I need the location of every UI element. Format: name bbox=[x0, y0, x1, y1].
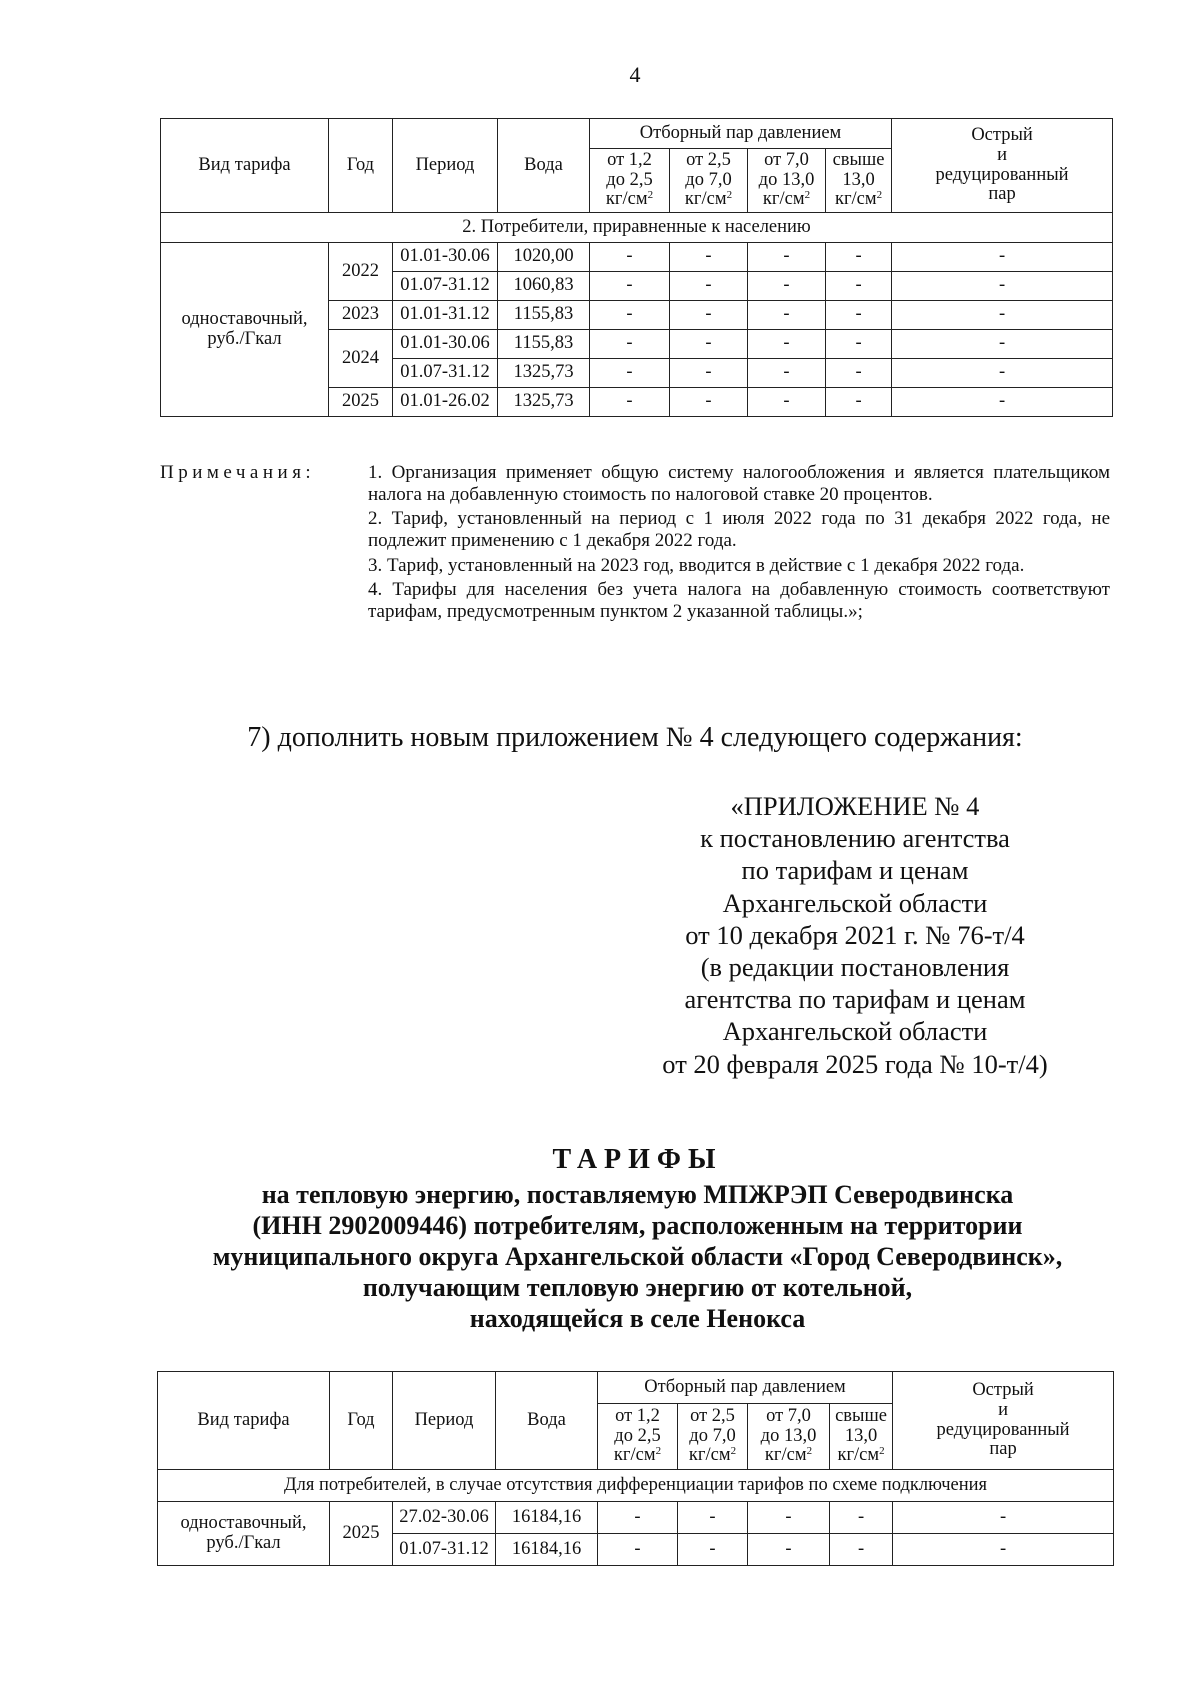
year-cell: 2025 bbox=[329, 388, 393, 417]
tariff-table-population bbox=[160, 118, 1113, 417]
header-pressure-3: от 7,0 до 13,0 $кг/см^2$ bbox=[748, 149, 826, 213]
note-item: 1. Организация применяет общую систему налогообложения и является плательщиком налога на добавленную стоимость по налоговой ставке 20 процентов. bbox=[368, 462, 1110, 505]
header-sharp-steam: Острый и редуцированный пар bbox=[893, 1372, 1114, 1470]
pressure-2-cell: - bbox=[678, 1534, 748, 1566]
period-cell: 27.02-30.06 bbox=[393, 1502, 496, 1534]
pressure-3-cell: - bbox=[748, 272, 826, 301]
header-steam-group: Отборный пар давлением bbox=[598, 1372, 893, 1404]
year-cell: 2023 bbox=[329, 301, 393, 330]
title-line: находящейся в селе Ненокса bbox=[469, 1304, 806, 1334]
document-title bbox=[160, 1143, 1115, 1335]
header-period: Период bbox=[393, 119, 498, 213]
pressure-4-cell: - bbox=[826, 272, 892, 301]
pressure-1-cell: - bbox=[590, 272, 670, 301]
pressure-4-cell: - bbox=[826, 301, 892, 330]
sharp-steam-cell: - bbox=[892, 243, 1113, 272]
pressure-3-cell: - bbox=[748, 388, 826, 417]
note-item: 2. Тариф, установленный на период с 1 июля 2022 года по 31 декабря 2022 года, не подлежит применению с 1 декабря 2022 года. bbox=[368, 508, 1110, 551]
pressure-2-cell: - bbox=[670, 243, 748, 272]
year-cell: 2024 bbox=[329, 330, 393, 388]
period-cell: 01.07-31.12 bbox=[393, 359, 498, 388]
period-cell: 01.01-26.02 bbox=[393, 388, 498, 417]
tariff-type-cell: одноставочный, руб./Гкал bbox=[161, 243, 329, 417]
pressure-1-cell: - bbox=[590, 330, 670, 359]
period-cell: 01.01-31.12 bbox=[393, 301, 498, 330]
pressure-4-cell: - bbox=[826, 330, 892, 359]
header-tariff-type: Вид тарифа bbox=[158, 1372, 330, 1470]
pressure-4-cell: - bbox=[830, 1534, 893, 1566]
header-pressure-2: от 2,5 до 7,0 $кг/см^2$ bbox=[678, 1404, 748, 1470]
pressure-3-cell: - bbox=[748, 1502, 830, 1534]
pressure-3-cell: - bbox=[748, 243, 826, 272]
water-cell: 1060,83 bbox=[498, 272, 590, 301]
appendix-line: к постановлению агентства bbox=[700, 823, 1010, 854]
appendix-line: «ПРИЛОЖЕНИЕ № 4 bbox=[730, 791, 980, 821]
title-line: получающим тепловую энергию от котельной, bbox=[362, 1273, 913, 1303]
pressure-4-cell: - bbox=[826, 359, 892, 388]
header-pressure-1: от 1,2 до 2,5 $кг/см^2$ bbox=[590, 149, 670, 213]
water-cell: 1325,73 bbox=[498, 359, 590, 388]
sharp-steam-cell: - bbox=[892, 330, 1113, 359]
water-cell: 1325,73 bbox=[498, 388, 590, 417]
pressure-1-cell: - bbox=[598, 1534, 678, 1566]
sharp-steam-cell: - bbox=[892, 301, 1113, 330]
title-line: (ИНН 2902009446) потребителям, расположенным на территории bbox=[252, 1210, 1023, 1240]
pressure-2-cell: - bbox=[670, 272, 748, 301]
title-line: муниципального округа Архангельской области «Город Северодвинск», bbox=[212, 1241, 1063, 1271]
header-pressure-2: от 2,5 до 7,0 $кг/см^2$ bbox=[670, 149, 748, 213]
header-year: Год bbox=[330, 1372, 393, 1470]
year-cell: 2025 bbox=[330, 1502, 393, 1566]
sharp-steam-cell: - bbox=[893, 1534, 1114, 1566]
sharp-steam-cell: - bbox=[893, 1502, 1114, 1534]
header-year: Год bbox=[329, 119, 393, 213]
section-row: 2. Потребители, приравненные к населению bbox=[161, 213, 1113, 243]
pressure-3-cell: - bbox=[748, 330, 826, 359]
year-cell: 2022 bbox=[329, 243, 393, 301]
sharp-steam-cell: - bbox=[892, 359, 1113, 388]
appendix-line: Архангельской области bbox=[722, 1016, 988, 1047]
water-cell: 16184,16 bbox=[496, 1534, 598, 1566]
tariff-type-cell: одноставочный, руб./Гкал bbox=[158, 1502, 330, 1566]
pressure-4-cell: - bbox=[826, 243, 892, 272]
notes-body bbox=[368, 462, 1110, 626]
header-tariff-type: Вид тарифа bbox=[161, 119, 329, 213]
appendix-line: Архангельской области bbox=[722, 887, 988, 918]
period-cell: 01.07-31.12 bbox=[393, 1534, 496, 1566]
pressure-1-cell: - bbox=[590, 388, 670, 417]
header-steam-group: Отборный пар давлением bbox=[590, 119, 892, 149]
note-item: 4. Тарифы для населения без учета налога на добавленную стоимость соответствуют тарифам, предусмотренным пунктом 2 указанной таблицы.»; bbox=[368, 579, 1110, 622]
appendix-heading bbox=[630, 790, 1080, 1080]
pressure-3-cell: - bbox=[748, 301, 826, 330]
appendix-line: (в редакции постановления bbox=[700, 951, 1010, 982]
header-pressure-1: от 1,2 до 2,5 $кг/см^2$ bbox=[598, 1404, 678, 1470]
page-number: 4 bbox=[629, 62, 641, 87]
pressure-2-cell: - bbox=[670, 301, 748, 330]
appendix-line: по тарифам и ценам bbox=[741, 855, 969, 886]
appendix-line: от 10 декабря 2021 г. № 76-т/4 bbox=[685, 919, 1025, 950]
header-sharp-steam: Острый и редуцированный пар bbox=[892, 119, 1113, 213]
pressure-2-cell: - bbox=[670, 330, 748, 359]
header-period: Период bbox=[393, 1372, 496, 1470]
water-cell: 1020,00 bbox=[498, 243, 590, 272]
header-pressure-4: свыше 13,0 $кг/см^2$ bbox=[830, 1404, 893, 1470]
note-item: 3. Тариф, установленный на 2023 год, вводится в действие с 1 декабря 2022 года. bbox=[368, 554, 1025, 576]
water-cell: 1155,83 bbox=[498, 330, 590, 359]
appendix-line: от 20 февраля 2025 года № 10-т/4) bbox=[662, 1048, 1048, 1079]
water-cell: 1155,83 bbox=[498, 301, 590, 330]
period-cell: 01.01-30.06 bbox=[393, 330, 498, 359]
pressure-4-cell: - bbox=[826, 388, 892, 417]
sharp-steam-cell: - bbox=[892, 272, 1113, 301]
notes-label: Примечания: bbox=[160, 462, 316, 483]
pressure-3-cell: - bbox=[748, 1534, 830, 1566]
header-water: Вода bbox=[496, 1372, 598, 1470]
title-main: ТАРИФЫ bbox=[552, 1144, 723, 1175]
pressure-4-cell: - bbox=[830, 1502, 893, 1534]
pressure-1-cell: - bbox=[590, 301, 670, 330]
appendix-line: агентства по тарифам и ценам bbox=[684, 984, 1026, 1015]
pressure-3-cell: - bbox=[748, 359, 826, 388]
table-row bbox=[158, 1502, 1114, 1534]
period-cell: 01.01-30.06 bbox=[393, 243, 498, 272]
pressure-2-cell: - bbox=[670, 388, 748, 417]
pressure-1-cell: - bbox=[598, 1502, 678, 1534]
water-cell: 16184,16 bbox=[496, 1502, 598, 1534]
section-row: Для потребителей, в случае отсутствия дифференциации тарифов по схеме подключения bbox=[158, 1470, 1114, 1502]
pressure-2-cell: - bbox=[678, 1502, 748, 1534]
header-pressure-4: свыше 13,0 $кг/см^2$ bbox=[826, 149, 892, 213]
header-pressure-3: от 7,0 до 13,0 $кг/см^2$ bbox=[748, 1404, 830, 1470]
pressure-1-cell: - bbox=[590, 243, 670, 272]
pressure-1-cell: - bbox=[590, 359, 670, 388]
amendment-instruction: 7) дополнить новым приложением № 4 следующего содержания: bbox=[247, 722, 1023, 753]
tariff-table-nenoksa bbox=[157, 1371, 1114, 1566]
table-row bbox=[161, 243, 1113, 272]
header-water: Вода bbox=[498, 119, 590, 213]
sharp-steam-cell: - bbox=[892, 388, 1113, 417]
title-line: на тепловую энергию, поставляемую МПЖРЭП Северодвинска bbox=[261, 1179, 1014, 1209]
pressure-2-cell: - bbox=[670, 359, 748, 388]
period-cell: 01.07-31.12 bbox=[393, 272, 498, 301]
